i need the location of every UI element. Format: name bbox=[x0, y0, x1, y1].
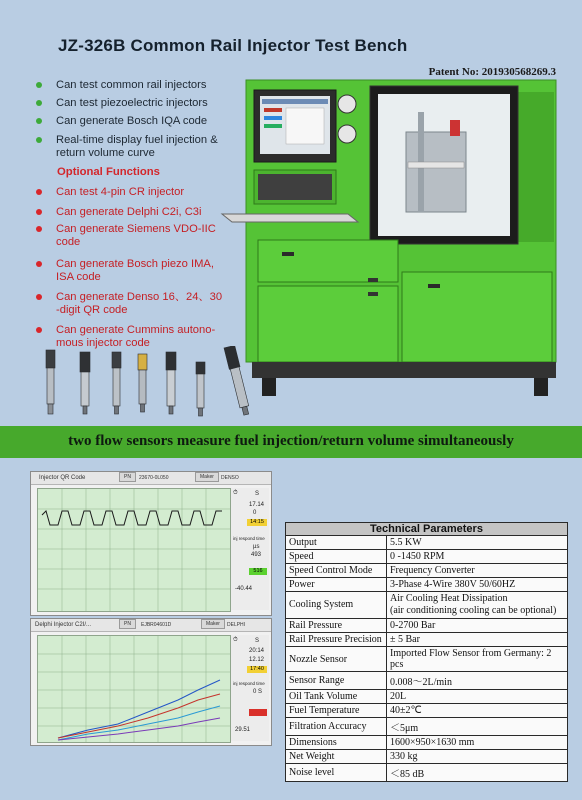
stopwatch-icon: ⏱ bbox=[233, 637, 238, 643]
table-row: Filtration Accuracy ＜5μm bbox=[286, 718, 568, 736]
test-bench-machine-photo bbox=[218, 72, 562, 402]
green-bullet-icon bbox=[36, 118, 42, 124]
table-row: Rail Pressure 0-2700 Bar bbox=[286, 619, 568, 633]
table-row: Nozzle Sensor Imported Flow Sensor from Germany: 2 pcs bbox=[286, 647, 568, 672]
red-bullet-icon bbox=[36, 261, 42, 267]
page-title: JZ-326B Common Rail Injector Test Bench bbox=[58, 36, 408, 55]
optional-functions-heading: Optional Functions bbox=[57, 166, 160, 178]
green-bullet-icon bbox=[36, 137, 42, 143]
table-heading: Technical Parameters bbox=[286, 523, 568, 536]
screenshot-title-bar: Delphi Injector C2I/... PN EJBR04601D Maker DELPHI bbox=[31, 619, 271, 632]
table-row: Net Weight 330 kg bbox=[286, 750, 568, 764]
screenshot-qr-code bbox=[30, 471, 272, 616]
banner-text: two flow sensors measure fuel injection/return volume simultaneously bbox=[68, 433, 514, 449]
table-row: Cooling System Air Cooling Heat Dissipation (air conditioning cooling can be optional) bbox=[286, 592, 568, 619]
table-row: Dimensions 1600×950×1630 mm bbox=[286, 736, 568, 750]
banner bbox=[0, 426, 582, 458]
table-row: Noise level ＜85 dB bbox=[286, 764, 568, 782]
table-row: Rail Pressure Precision ± 5 Bar bbox=[286, 633, 568, 647]
table-row: Sensor Range 0.008～2L/min bbox=[286, 672, 568, 690]
flow-curve-plot bbox=[37, 488, 231, 612]
stopwatch-icon: ⏱ bbox=[233, 490, 238, 496]
table-row: Oil Tank Volume 20L bbox=[286, 690, 568, 704]
table-row: Power 3-Phase 4-Wire 380V 50/60HZ bbox=[286, 578, 568, 592]
red-indicator bbox=[249, 709, 267, 716]
table-row: Speed Control Mode Frequency Converter bbox=[286, 564, 568, 578]
red-bullet-icon bbox=[36, 294, 42, 300]
table-header-row bbox=[286, 523, 568, 536]
green-bullet-icon bbox=[36, 100, 42, 106]
table-row: Speed 0 -1450 RPM bbox=[286, 550, 568, 564]
technical-parameters-table bbox=[285, 522, 568, 782]
green-bullet-icon bbox=[36, 82, 42, 88]
screenshot-delphi-c2i bbox=[30, 618, 272, 746]
table-row: Output 5.5 KW bbox=[286, 536, 568, 550]
flow-curve-plot bbox=[37, 635, 231, 743]
side-panel: ⏱ S 17.14 0 14:15 inj respond time µs 493 516 -40.44 bbox=[231, 488, 269, 610]
red-bullet-icon bbox=[36, 189, 42, 195]
screenshot-title-bar: Injector QR Code PN 23670-0L050 Maker DENSO bbox=[31, 472, 271, 485]
red-bullet-icon bbox=[36, 226, 42, 232]
side-panel: ⏱ S 20:14 12.12 17:40 inj respond time 0 S 29.51 bbox=[231, 635, 269, 741]
red-bullet-icon bbox=[36, 327, 42, 333]
table-row: Fuel Temperature 40±2℃ bbox=[286, 704, 568, 718]
patent-number: Patent No: 201930568269.3 bbox=[428, 66, 556, 78]
red-bullet-icon bbox=[36, 209, 42, 215]
